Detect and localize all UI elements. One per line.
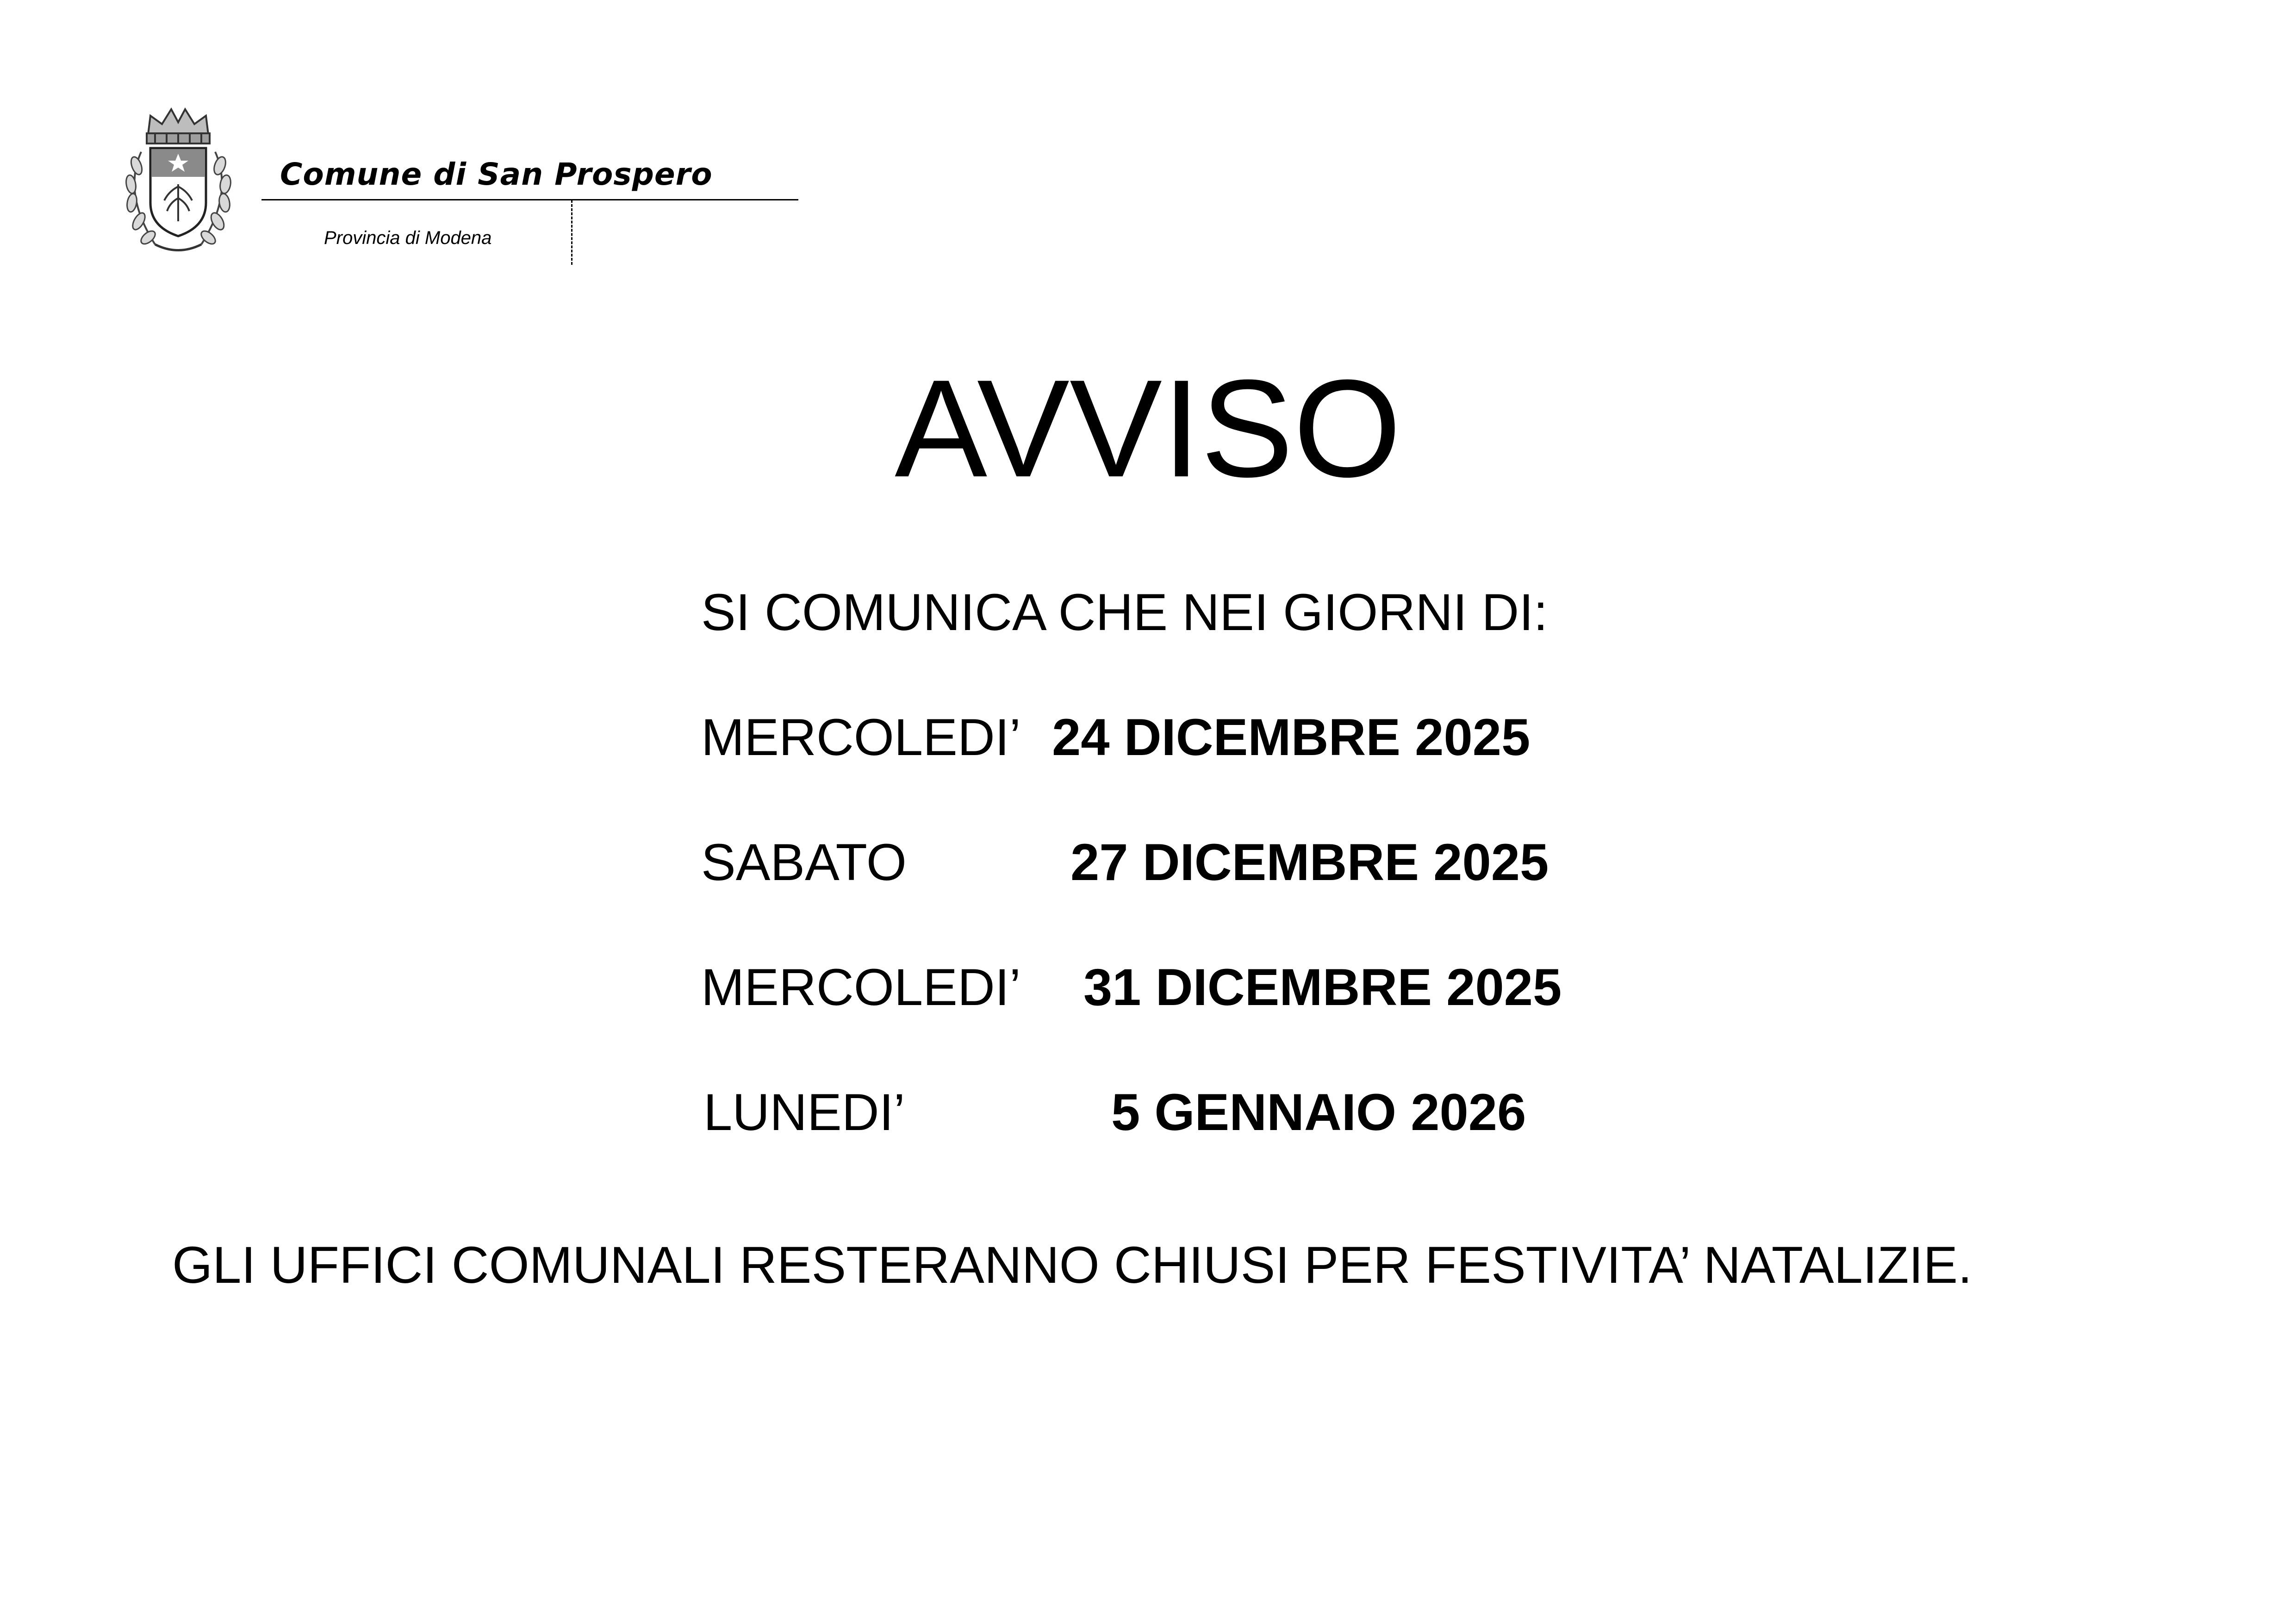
header-vertical-divider xyxy=(571,200,572,265)
closure-date: 31 DICEMBRE 2025 xyxy=(1083,958,1562,1016)
municipality-name: Comune di San Prospero xyxy=(280,156,713,192)
notice-title: AVVISO xyxy=(895,350,1401,506)
header-divider xyxy=(261,199,798,200)
closure-day: SABATO xyxy=(701,833,907,891)
coat-of-arms-icon xyxy=(104,106,252,258)
notice-closing: GLI UFFICI COMUNALI RESTERANNO CHIUSI PER FESTIVITA’ NATALIZIE. xyxy=(172,1236,1972,1294)
closure-date: 27 DICEMBRE 2025 xyxy=(1070,833,1549,891)
closure-date: 24 DICEMBRE 2025 xyxy=(1052,708,1531,766)
closure-day: MERCOLEDI’ xyxy=(701,958,1021,1016)
closure-date: 5 GENNAIO 2026 xyxy=(1111,1083,1526,1141)
closure-day: LUNEDI’ xyxy=(703,1083,905,1141)
notice-intro: SI COMUNICA CHE NEI GIORNI DI: xyxy=(701,583,1548,641)
closure-day: MERCOLEDI’ xyxy=(701,708,1021,766)
province-name: Provincia di Modena xyxy=(324,228,492,248)
